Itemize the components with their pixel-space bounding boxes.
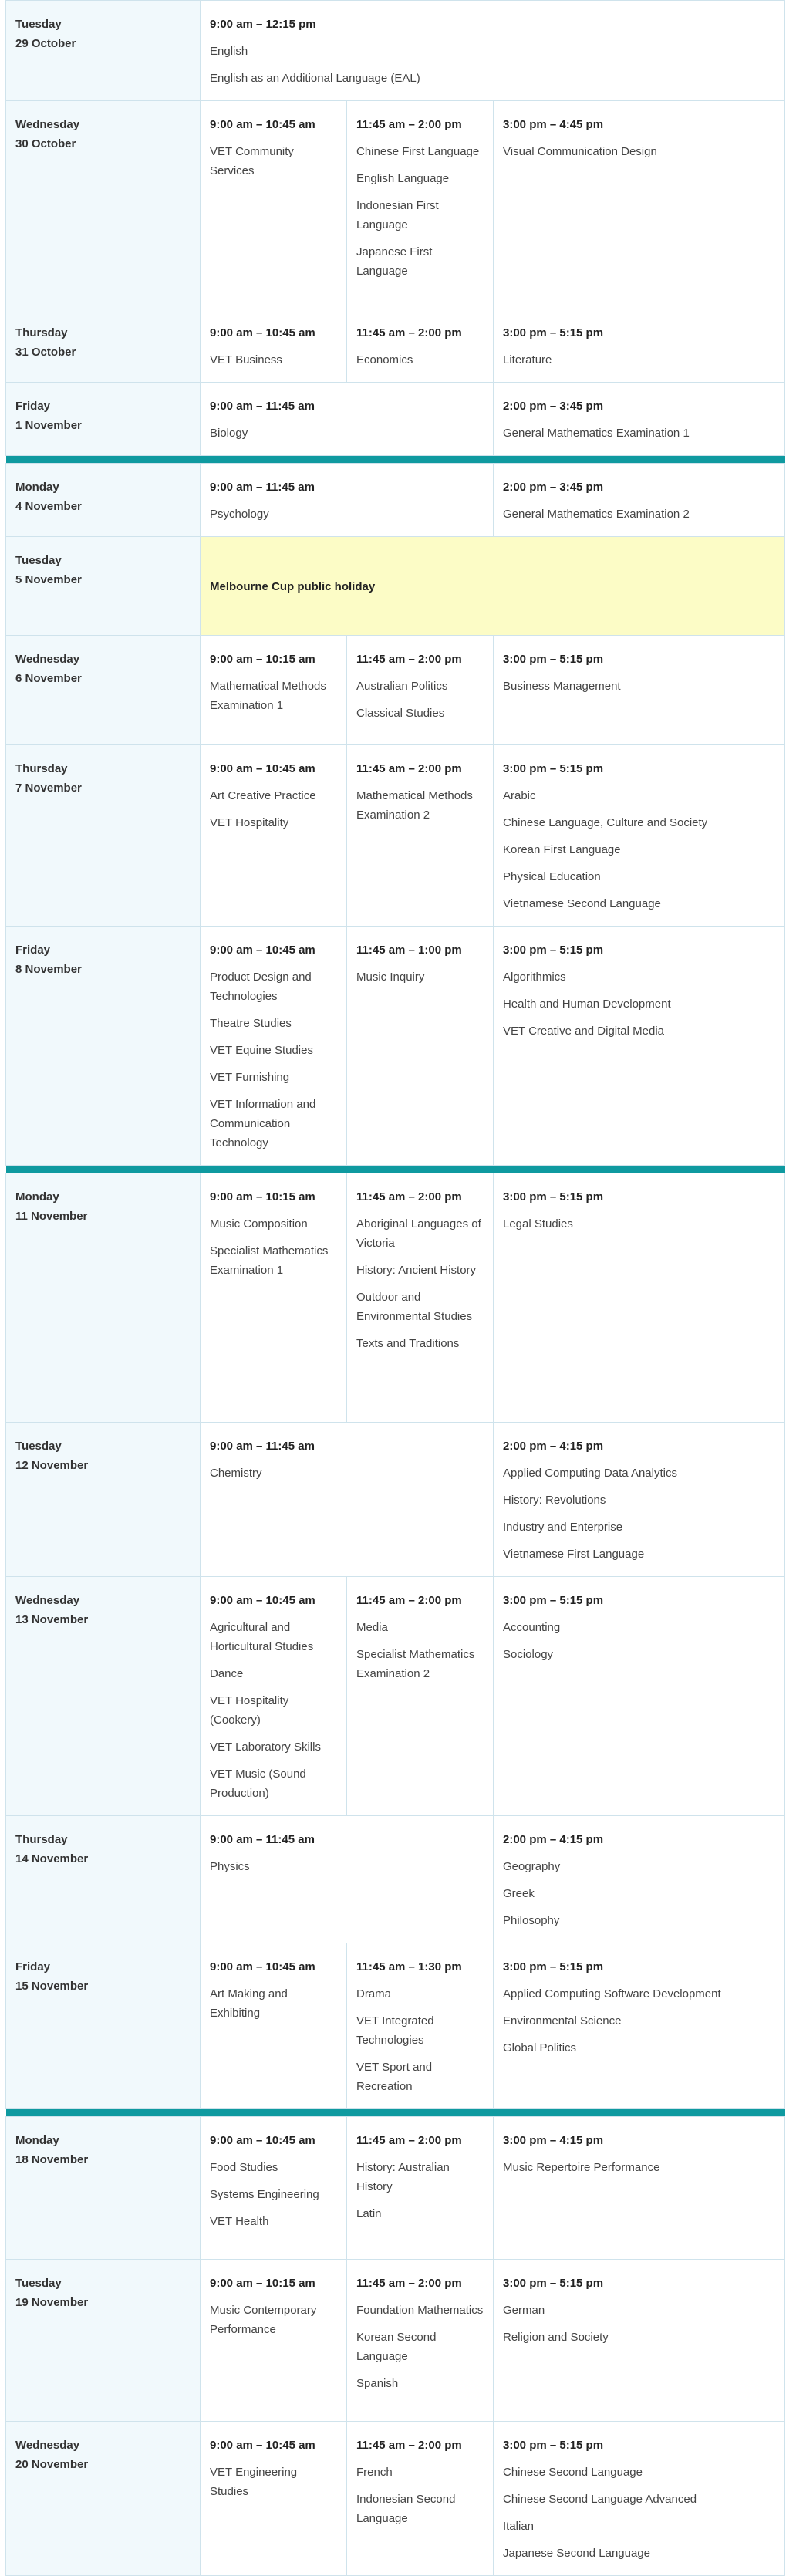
subject-name: Music Repertoire Performance — [503, 2161, 660, 2174]
day-row — [6, 1943, 785, 2109]
weekday-label: Tuesday — [15, 2277, 62, 2290]
session-time: 9:00 am – 10:45 am — [210, 2439, 315, 2452]
weekday-label: Thursday — [15, 326, 68, 339]
subject-name: VET Engineering Studies — [210, 2466, 298, 2498]
subject-name: Biology — [210, 427, 248, 440]
subject-name: Japanese First Language — [356, 245, 433, 278]
subject-name: Music Composition — [210, 1217, 308, 1231]
session-cell — [347, 927, 494, 1166]
day-row — [6, 383, 785, 456]
session-cell — [201, 1577, 347, 1816]
day-cell — [6, 927, 201, 1166]
day-cell — [6, 2260, 201, 2422]
weekday-label: Tuesday — [15, 554, 62, 567]
session-time: 9:00 am – 10:45 am — [210, 944, 315, 957]
subject-name: Specialist Mathematics Examination 1 — [210, 1244, 329, 1277]
date-label: 7 November — [15, 782, 82, 795]
subject-name: Drama — [356, 1987, 392, 2000]
weekday-label: Monday — [15, 481, 59, 494]
subject-name: Applied Computing Software Development — [503, 1987, 721, 2000]
session-cell — [494, 1943, 785, 2109]
date-label: 14 November — [15, 1852, 89, 1865]
day-cell — [6, 537, 201, 636]
subject-name: Indonesian First Language — [356, 199, 439, 231]
subject-name: Chinese Language, Culture and Society — [503, 816, 708, 829]
day-cell — [6, 101, 201, 309]
subject-name: Chinese First Language — [356, 145, 480, 158]
day-row — [6, 636, 785, 745]
session-time: 3:00 pm – 5:15 pm — [503, 653, 604, 666]
day-cell — [6, 464, 201, 537]
day-cell — [6, 1816, 201, 1943]
subject-name: VET Health — [210, 2215, 269, 2228]
session-cell — [201, 1173, 347, 1423]
date-label: 19 November — [15, 2296, 89, 2309]
session-cell — [347, 2422, 494, 2576]
session-time: 9:00 am – 11:45 am — [210, 400, 315, 413]
session-time: 9:00 am – 10:45 am — [210, 2134, 315, 2147]
session-cell — [347, 101, 494, 309]
session-cell — [201, 1943, 347, 2109]
subject-name: Vietnamese First Language — [503, 1548, 645, 1561]
session-time: 11:45 am – 2:00 pm — [356, 118, 462, 131]
session-time: 9:00 am – 11:45 am — [210, 481, 315, 494]
subject-name: Physics — [210, 1860, 250, 1873]
date-label: 20 November — [15, 2458, 89, 2471]
session-cell — [494, 927, 785, 1166]
weekday-label: Thursday — [15, 1833, 68, 1846]
subject-name: VET Information and Communication Technology — [210, 1098, 316, 1150]
subject-name: Korean Second Language — [356, 2331, 437, 2363]
date-label: 13 November — [15, 1613, 89, 1626]
session-time: 2:00 pm – 3:45 pm — [503, 481, 604, 494]
day-cell — [6, 309, 201, 383]
session-cell — [494, 2117, 785, 2260]
subject-name: Arabic — [503, 789, 536, 802]
subject-name: History: Australian History — [356, 2161, 450, 2193]
day-cell — [6, 2117, 201, 2260]
day-row — [6, 464, 785, 537]
session-time: 9:00 am – 11:45 am — [210, 1440, 315, 1453]
day-cell — [6, 1943, 201, 2109]
weekday-label: Monday — [15, 1190, 59, 1204]
session-time: 9:00 am – 12:15 pm — [210, 18, 316, 31]
day-cell — [6, 1173, 201, 1423]
subject-name: English Language — [356, 172, 450, 185]
subject-name: VET Integrated Technologies — [356, 2014, 434, 2047]
subject-name: Japanese Second Language — [503, 2547, 651, 2560]
week-separator-bar — [6, 2109, 785, 2117]
session-cell — [347, 745, 494, 927]
session-cell — [347, 2260, 494, 2422]
session-cell — [494, 309, 785, 383]
session-time: 11:45 am – 1:30 pm — [356, 1960, 462, 1973]
session-cell — [494, 464, 785, 537]
day-row — [6, 2260, 785, 2422]
session-cell — [347, 636, 494, 745]
session-cell — [494, 101, 785, 309]
weekday-label: Tuesday — [15, 18, 62, 31]
session-time: 3:00 pm – 5:15 pm — [503, 326, 604, 339]
subject-name: Greek — [503, 1887, 535, 1900]
subject-name: Agricultural and Horticultural Studies — [210, 1621, 314, 1653]
subject-name: Foundation Mathematics — [356, 2304, 484, 2317]
weekday-label: Friday — [15, 944, 51, 957]
subject-name: VET Music (Sound Production) — [210, 1767, 306, 1800]
session-time: 9:00 am – 10:45 am — [210, 118, 315, 131]
subject-name: Physical Education — [503, 870, 601, 883]
weekday-label: Friday — [15, 400, 51, 413]
subject-name: Music Contemporary Performance — [210, 2304, 317, 2336]
weekday-label: Wednesday — [15, 653, 80, 666]
subject-name: Mathematical Methods Examination 1 — [210, 680, 326, 712]
subject-name: Specialist Mathematics Examination 2 — [356, 1648, 475, 1680]
session-cell — [494, 1423, 785, 1577]
subject-name: VET Creative and Digital Media — [503, 1025, 664, 1038]
session-cell — [347, 1173, 494, 1423]
date-label: 6 November — [15, 672, 82, 685]
session-cell — [494, 1577, 785, 1816]
subject-name: VET Hospitality (Cookery) — [210, 1694, 289, 1727]
session-time: 3:00 pm – 4:15 pm — [503, 2134, 604, 2147]
day-cell — [6, 383, 201, 456]
session-cell — [347, 2117, 494, 2260]
week-separator — [6, 1166, 785, 1173]
session-time: 3:00 pm – 5:15 pm — [503, 944, 604, 957]
day-cell — [6, 745, 201, 927]
subject-name: Systems Engineering — [210, 2188, 319, 2201]
session-cell — [201, 1816, 494, 1943]
day-row — [6, 1173, 785, 1423]
subject-name: Philosophy — [503, 1914, 560, 1927]
session-time: 9:00 am – 10:15 am — [210, 653, 315, 666]
subject-name: Chemistry — [210, 1467, 262, 1480]
subject-name: VET Business — [210, 353, 282, 366]
session-cell — [347, 1577, 494, 1816]
subject-name: Spanish — [356, 2377, 399, 2390]
weekday-label: Wednesday — [15, 2439, 80, 2452]
subject-name: Art Creative Practice — [210, 789, 316, 802]
weekday-label: Friday — [15, 1960, 51, 1973]
subject-name: Product Design and Technologies — [210, 971, 312, 1003]
session-cell — [201, 1423, 494, 1577]
session-cell — [201, 383, 494, 456]
session-time: 2:00 pm – 4:15 pm — [503, 1833, 604, 1846]
session-cell — [201, 2117, 347, 2260]
session-time: 9:00 am – 10:15 am — [210, 1190, 315, 1204]
weekday-label: Monday — [15, 2134, 59, 2147]
subject-name: Psychology — [210, 508, 269, 521]
date-label: 1 November — [15, 419, 82, 432]
subject-name: Classical Studies — [356, 707, 445, 720]
session-cell — [347, 309, 494, 383]
date-label: 18 November — [15, 2153, 89, 2166]
subject-name: Visual Communication Design — [503, 145, 657, 158]
date-label: 29 October — [15, 37, 76, 50]
session-time: 2:00 pm – 4:15 pm — [503, 1440, 604, 1453]
session-time: 3:00 pm – 5:15 pm — [503, 2277, 604, 2290]
session-cell — [494, 745, 785, 927]
weekday-label: Wednesday — [15, 1594, 80, 1607]
timetable-table — [5, 0, 785, 2576]
session-cell — [494, 2260, 785, 2422]
subject-name: Economics — [356, 353, 413, 366]
session-time: 11:45 am – 2:00 pm — [356, 2439, 462, 2452]
subject-name: French — [356, 2466, 393, 2479]
session-cell — [494, 1816, 785, 1943]
subject-name: Music Inquiry — [356, 971, 425, 984]
day-row — [6, 1423, 785, 1577]
session-time: 11:45 am – 2:00 pm — [356, 1594, 462, 1607]
session-cell — [494, 2422, 785, 2576]
subject-name: Italian — [503, 2520, 535, 2533]
session-cell — [201, 2422, 347, 2576]
subject-name: Geography — [503, 1860, 561, 1873]
subject-name: Korean First Language — [503, 843, 621, 856]
session-time: 3:00 pm – 4:45 pm — [503, 118, 604, 131]
session-time: 9:00 am – 10:45 am — [210, 1960, 315, 1973]
subject-name: VET Sport and Recreation — [356, 2061, 433, 2093]
week-separator — [6, 456, 785, 464]
holiday-cell — [201, 537, 785, 636]
day-row — [6, 1, 785, 101]
session-time: 9:00 am – 10:45 am — [210, 326, 315, 339]
subject-name: Literature — [503, 353, 552, 366]
subject-name: Business Management — [503, 680, 621, 693]
subject-name: Industry and Enterprise — [503, 1521, 623, 1534]
day-row — [6, 309, 785, 383]
subject-name: VET Laboratory Skills — [210, 1740, 321, 1754]
weekday-label: Wednesday — [15, 118, 80, 131]
date-label: 12 November — [15, 1459, 89, 1472]
subject-name: Chinese Second Language Advanced — [503, 2493, 697, 2506]
session-time: 3:00 pm – 5:15 pm — [503, 1960, 604, 1973]
day-cell — [6, 1423, 201, 1577]
subject-name: VET Hospitality — [210, 816, 289, 829]
date-label: 8 November — [15, 963, 82, 976]
session-time: 11:45 am – 2:00 pm — [356, 653, 462, 666]
session-cell — [201, 636, 347, 745]
session-cell — [201, 745, 347, 927]
day-row — [6, 745, 785, 927]
day-row — [6, 927, 785, 1166]
session-time: 3:00 pm – 5:15 pm — [503, 2439, 604, 2452]
subject-name: Latin — [356, 2207, 382, 2220]
session-cell — [494, 383, 785, 456]
subject-name: VET Furnishing — [210, 1071, 290, 1084]
date-label: 15 November — [15, 1980, 89, 1993]
day-cell — [6, 1, 201, 101]
day-row — [6, 1816, 785, 1943]
session-time: 11:45 am – 2:00 pm — [356, 1190, 462, 1204]
session-time: 9:00 am – 10:45 am — [210, 762, 315, 775]
date-label: 30 October — [15, 137, 76, 150]
subject-name: Texts and Traditions — [356, 1337, 460, 1350]
subject-name: German — [503, 2304, 545, 2317]
day-row — [6, 2117, 785, 2260]
session-time: 9:00 am – 10:15 am — [210, 2277, 315, 2290]
week-separator-bar — [6, 456, 785, 464]
subject-name: General Mathematics Examination 1 — [503, 427, 690, 440]
session-cell — [201, 1, 785, 101]
session-time: 2:00 pm – 3:45 pm — [503, 400, 604, 413]
subject-name: Outdoor and Environmental Studies — [356, 1291, 473, 1323]
session-cell — [201, 101, 347, 309]
subject-name: English as an Additional Language (EAL) — [210, 72, 420, 85]
subject-name: Algorithmics — [503, 971, 566, 984]
subject-name: Environmental Science — [503, 2014, 622, 2027]
date-label: 11 November — [15, 1210, 88, 1223]
session-time: 11:45 am – 2:00 pm — [356, 2134, 462, 2147]
subject-name: Religion and Society — [503, 2331, 609, 2344]
subject-name: Aboriginal Languages of Victoria — [356, 1217, 481, 1250]
session-time: 9:00 am – 11:45 am — [210, 1833, 315, 1846]
subject-name: Sociology — [503, 1648, 554, 1661]
subject-name: Art Making and Exhibiting — [210, 1987, 288, 2020]
weekday-label: Tuesday — [15, 1440, 62, 1453]
date-label: 5 November — [15, 573, 82, 586]
day-cell — [6, 636, 201, 745]
session-cell — [494, 636, 785, 745]
subject-name: VET Equine Studies — [210, 1044, 313, 1057]
session-time: 11:45 am – 2:00 pm — [356, 326, 462, 339]
session-cell — [494, 1173, 785, 1423]
day-row — [6, 537, 785, 636]
day-row — [6, 2422, 785, 2576]
subject-name: History: Revolutions — [503, 1494, 606, 1507]
subject-name: Chinese Second Language — [503, 2466, 643, 2479]
subject-name: Dance — [210, 1667, 244, 1680]
day-row — [6, 101, 785, 309]
session-cell — [201, 309, 347, 383]
session-cell — [201, 2260, 347, 2422]
day-row — [6, 1577, 785, 1816]
date-label: 4 November — [15, 500, 82, 513]
subject-name: Vietnamese Second Language — [503, 897, 661, 910]
timetable-body — [6, 1, 785, 2576]
session-time: 11:45 am – 2:00 pm — [356, 2277, 462, 2290]
subject-name: Australian Politics — [356, 680, 448, 693]
session-cell — [201, 927, 347, 1166]
subject-name: Accounting — [503, 1621, 561, 1634]
subject-name: English — [210, 45, 248, 58]
subject-name: Indonesian Second Language — [356, 2493, 456, 2525]
session-time: 9:00 am – 10:45 am — [210, 1594, 315, 1607]
subject-name: Food Studies — [210, 2161, 278, 2174]
session-cell — [201, 464, 494, 537]
subject-name: VET Community Services — [210, 145, 294, 177]
subject-name: Mathematical Methods Examination 2 — [356, 789, 473, 822]
subject-name: Global Politics — [503, 2041, 577, 2054]
day-cell — [6, 1577, 201, 1816]
exam-timetable — [5, 0, 784, 2576]
subject-name: History: Ancient History — [356, 1264, 477, 1277]
session-time: 11:45 am – 1:00 pm — [356, 944, 462, 957]
session-cell — [347, 1943, 494, 2109]
subject-name: Theatre Studies — [210, 1017, 292, 1030]
session-time: 3:00 pm – 5:15 pm — [503, 1594, 604, 1607]
weekday-label: Thursday — [15, 762, 68, 775]
subject-name: General Mathematics Examination 2 — [503, 508, 690, 521]
session-time: 3:00 pm – 5:15 pm — [503, 1190, 604, 1204]
subject-name: Applied Computing Data Analytics — [503, 1467, 677, 1480]
holiday-label: Melbourne Cup public holiday — [210, 580, 376, 593]
subject-name: Media — [356, 1621, 388, 1634]
subject-name: Legal Studies — [503, 1217, 573, 1231]
week-separator — [6, 2109, 785, 2117]
date-label: 31 October — [15, 346, 76, 359]
session-time: 11:45 am – 2:00 pm — [356, 762, 462, 775]
session-time: 3:00 pm – 5:15 pm — [503, 762, 604, 775]
day-cell — [6, 2422, 201, 2576]
subject-name: Health and Human Development — [503, 998, 671, 1011]
week-separator-bar — [6, 1166, 785, 1173]
